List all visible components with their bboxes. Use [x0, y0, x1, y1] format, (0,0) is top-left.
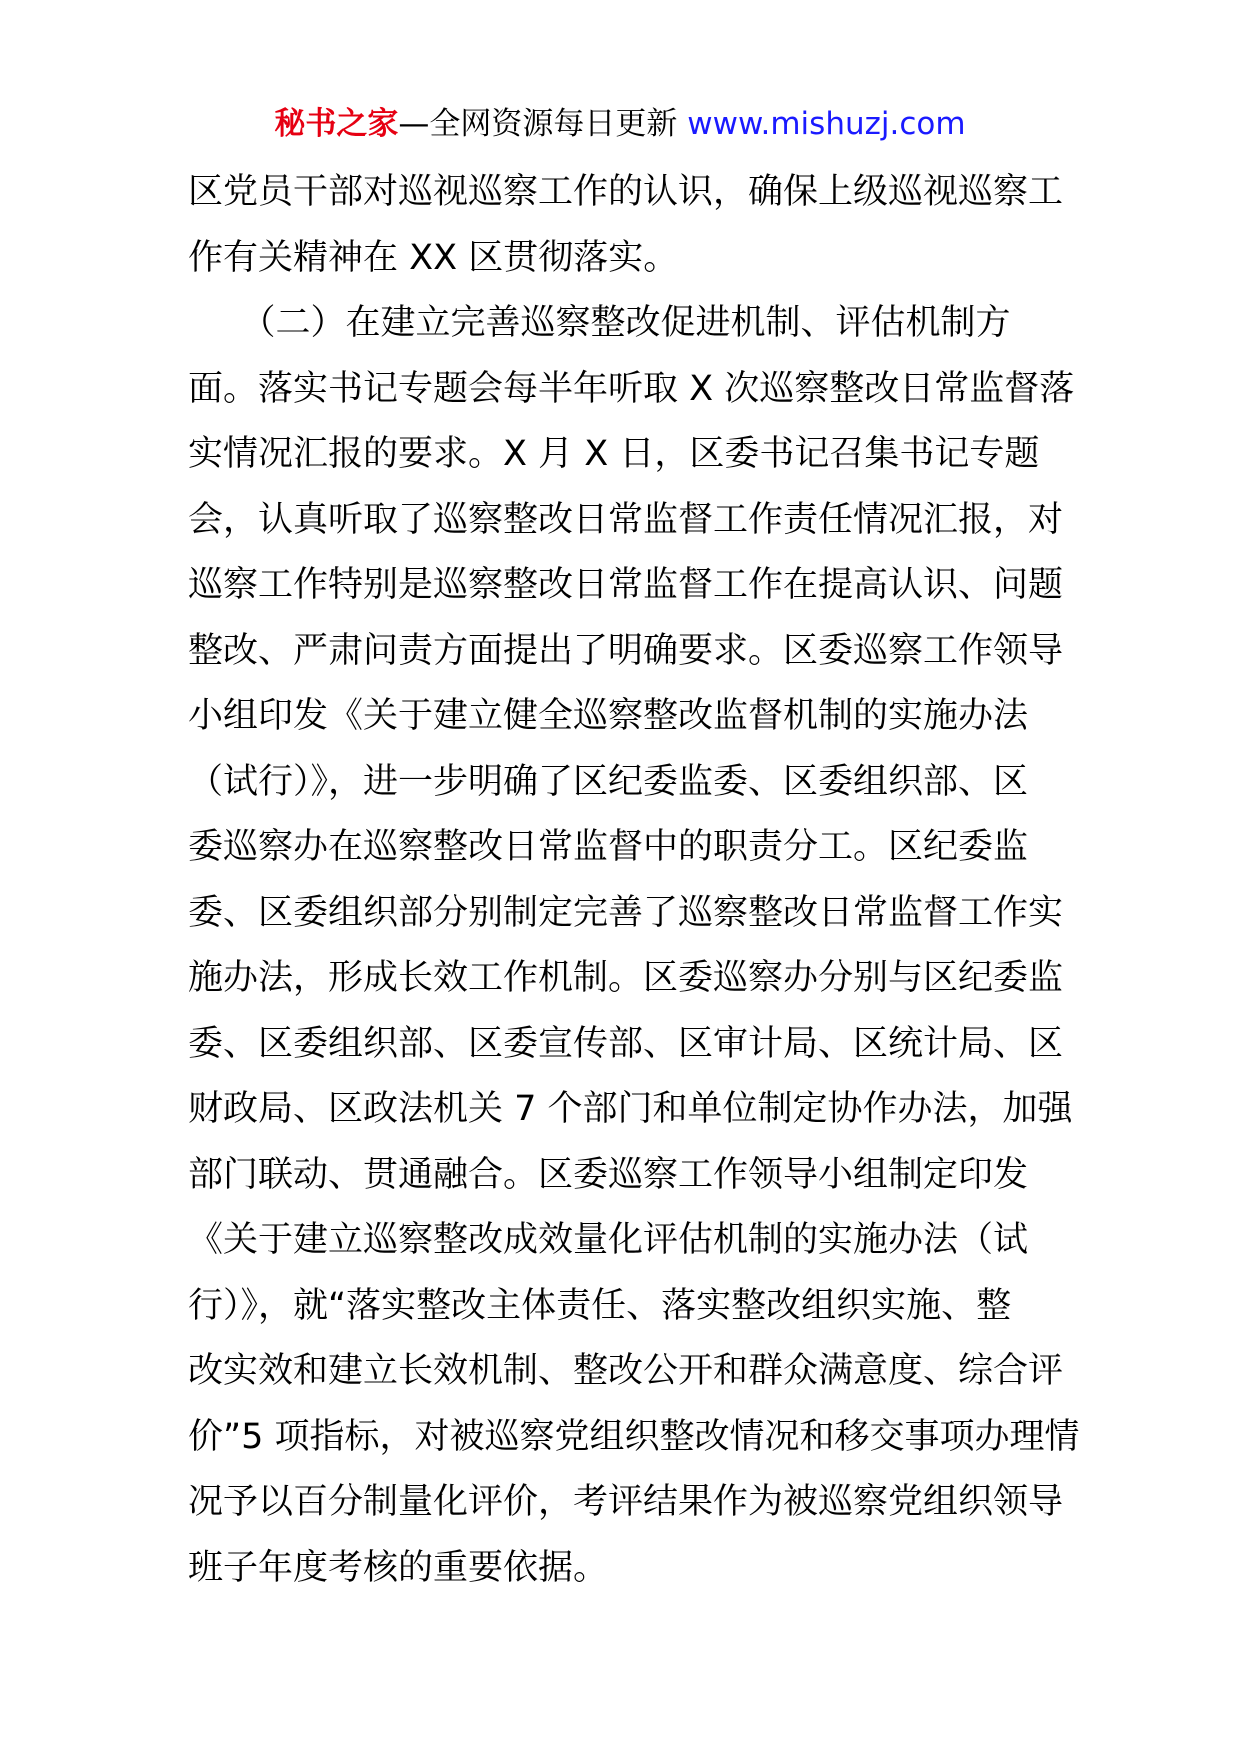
text-line: 委、区委组织部分别制定完善了巡察整改日常监督工作实 [188, 892, 1064, 933]
text-line: 改实效和建立长效机制、整改公开和群众满意度、综合评 [188, 1351, 1064, 1391]
text-line: 财政局、区政法机关 7 个部门和单位制定协作办法，加强 [188, 1089, 1073, 1129]
document-body [188, 160, 1080, 1601]
brand-name: 秘书之家 [274, 106, 399, 142]
text-line: 会，认真听取了巡察整改日常监督工作责任情况汇报，对 [188, 499, 1064, 540]
site-url-link[interactable]: www.mishuzj.com [687, 106, 966, 142]
text-line: 《关于建立巡察整改成效量化评估机制的实施办法（试 [188, 1220, 1029, 1260]
site-header [0, 102, 1240, 146]
text-line: 整改、严肃问责方面提出了明确要求。区委巡察工作领导 [188, 630, 1064, 671]
text-line: 施办法，形成长效工作机制。区委巡察办分别与区纪委监 [188, 958, 1064, 998]
text-line: 班子年度考核的重要依据。 [188, 1547, 609, 1588]
header-tagline: —全网资源每日更新 [398, 106, 678, 142]
text-line: 面。落实书记专题会每半年听取 X 次巡察整改日常监督落 [188, 368, 1075, 409]
text-line: 部门联动、贯通融合。区委巡察工作领导小组制定印发 [188, 1154, 1029, 1195]
text-line: 况予以百分制量化评价，考评结果作为被巡察党组织领导 [188, 1482, 1064, 1522]
text-line: 小组印发《关于建立健全巡察整改监督机制的实施办法 [188, 696, 1029, 736]
text-line: 委巡察办在巡察整改日常监督中的职责分工。区纪委监 [188, 827, 1029, 867]
text-line: 价”5 项指标，对被巡察党组织整改情况和移交事项办理情 [188, 1416, 1080, 1457]
text-line: 作有关精神在 XX 区贯彻落实。 [188, 237, 679, 278]
text-line: （二）在建立完善巡察整改促进机制、评估机制方 [188, 303, 1011, 343]
text-line: 区党员干部对巡视巡察工作的认识，确保上级巡视巡察工 [188, 172, 1064, 212]
text-line: 巡察工作特别是巡察整改日常监督工作在提高认识、问题 [188, 565, 1064, 605]
text-line: 实情况汇报的要求。X 月 X 日，区委书记召集书记专题 [188, 434, 1040, 474]
text-line: 委、区委组织部、区委宣传部、区审计局、区统计局、区 [188, 1023, 1064, 1064]
text-line: 行）》，就“落实整改主体责任、落实整改组织实施、整 [188, 1285, 1012, 1326]
text-line: （试行）》，进一步明确了区纪委监委、区委组织部、区 [188, 761, 1029, 802]
